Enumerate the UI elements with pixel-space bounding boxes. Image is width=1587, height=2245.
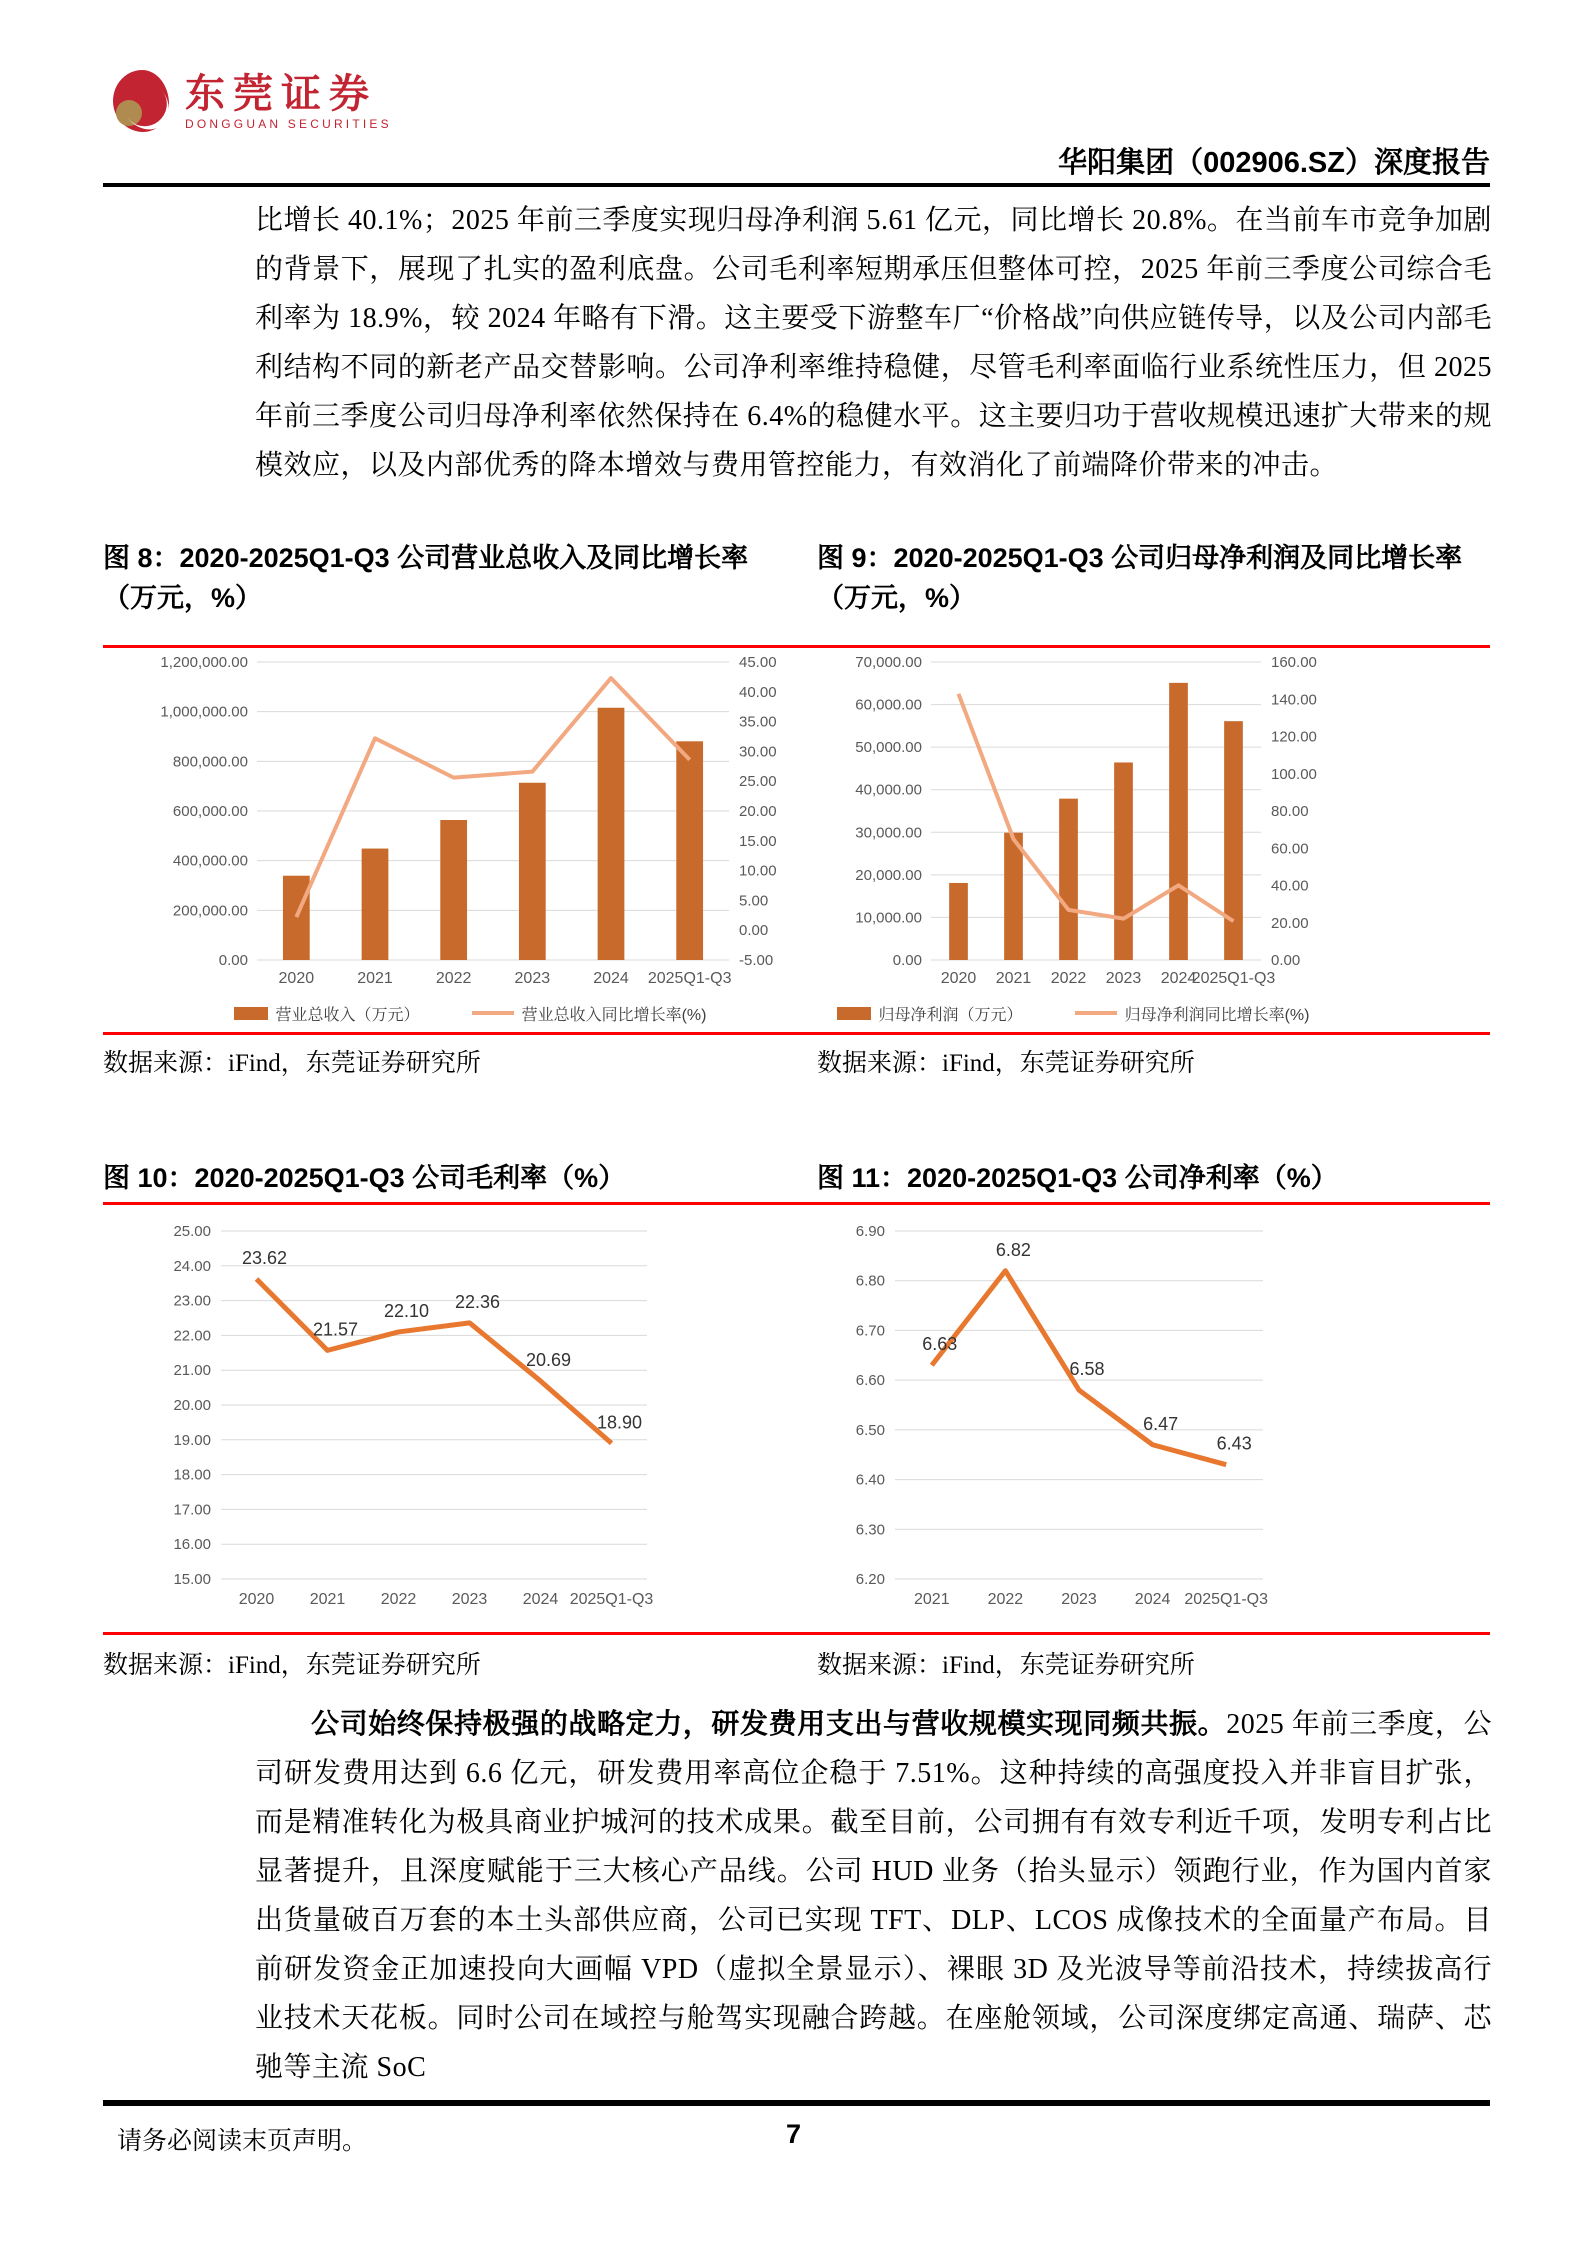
svg-text:10,000.00: 10,000.00 <box>855 909 922 927</box>
report-header-title: 华阳集团（002906.SZ）深度报告 <box>1058 147 1490 179</box>
paragraph-2-bold-lead: 公司始终保持极强的战略定力，研发费用支出与营收规模实现同频共振。 <box>311 1709 1227 1740</box>
figure-10-source: 数据来源：iFind，东莞证券研究所 <box>103 1652 481 1679</box>
gross-margin-chart <box>143 1219 675 1615</box>
logo-mark-icon <box>113 70 171 134</box>
svg-text:2023: 2023 <box>451 1591 488 1608</box>
legend-item-bar: 归母净利润（万元） <box>837 1002 1023 1025</box>
logo-name-cn: 东莞证券 <box>185 71 377 116</box>
legend-item-line: 归母净利润同比增长率(%) <box>1075 1002 1310 1025</box>
svg-text:19.00: 19.00 <box>173 1431 211 1449</box>
svg-text:24.00: 24.00 <box>173 1257 211 1275</box>
svg-text:60,000.00: 60,000.00 <box>855 696 922 714</box>
svg-text:15.00: 15.00 <box>173 1571 211 1588</box>
svg-text:18.90: 18.90 <box>596 1412 643 1433</box>
svg-text:2025Q1-Q3: 2025Q1-Q3 <box>1191 970 1276 987</box>
svg-text:17.00: 17.00 <box>173 1501 211 1519</box>
figure-row-1-sources <box>103 1043 1490 1079</box>
figure-row-1-charts <box>103 645 1490 1035</box>
svg-text:6.58: 6.58 <box>1069 1359 1105 1380</box>
logo-name-en: DONGGUAN SECURITIES <box>185 117 392 131</box>
figure-11-title: 图 11：2020-2025Q1-Q3 公司净利率（%） <box>817 1163 1338 1193</box>
svg-text:6.30: 6.30 <box>855 1521 885 1539</box>
svg-text:20,000.00: 20,000.00 <box>855 866 922 884</box>
figure-row-2-titles <box>103 1158 1490 1198</box>
body-paragraph-1: 比增长 40.1%；2025 年前三季度实现归母净利润 5.61 亿元，同比增长 20.8%。在当前车市竞争加剧的背景下，展现了扎实的盈利底盘。公司毛利率短期承压但整体可控，2025 年前三季度公司综合毛利率为 18.9%，较 2024 年略有下滑。这主要受下游整车厂“价格战”向供应链传导，以及公司内部毛利结构不同的新老产品交替影响。公司净利率维持稳健，尽管毛利率面临行业系统性压力，但 2025 年前三季度公司归母净利率依然保持在 6.4%的稳健水平。这主要归功于营收规模迅速扩大带来的规模效应，以及内部优秀的降本增效与费用管控能力，有效消化了前端降价带来的冲击。 <box>255 205 1492 481</box>
svg-text:120.00: 120.00 <box>1271 728 1317 746</box>
svg-text:200,000.00: 200,000.00 <box>172 902 248 920</box>
figure-row-2-charts <box>103 1202 1490 1635</box>
svg-text:-5.00: -5.00 <box>739 952 774 969</box>
svg-text:50,000.00: 50,000.00 <box>855 739 922 757</box>
net-margin-chart <box>817 1219 1291 1615</box>
figure-8-title: 图 8：2020-2025Q1-Q3 公司营业总收入及同比增长率（万元，%） <box>103 543 749 613</box>
svg-text:60.00: 60.00 <box>1271 840 1309 858</box>
svg-text:600,000.00: 600,000.00 <box>172 803 248 820</box>
svg-text:2025Q1-Q3: 2025Q1-Q3 <box>647 970 732 987</box>
revenue-and-growth-chart <box>145 654 795 1026</box>
svg-text:20.00: 20.00 <box>1271 914 1309 932</box>
svg-text:22.10: 22.10 <box>383 1300 430 1321</box>
svg-text:6.60: 6.60 <box>855 1372 885 1390</box>
svg-text:2022: 2022 <box>987 1591 1024 1608</box>
svg-text:35.00: 35.00 <box>739 713 777 731</box>
chart-legend <box>819 995 1327 1031</box>
svg-text:6.40: 6.40 <box>855 1471 885 1489</box>
figure-9-source: 数据来源：iFind，东莞证券研究所 <box>817 1050 1195 1077</box>
logo-text <box>185 73 392 131</box>
svg-text:2025Q1-Q3: 2025Q1-Q3 <box>569 1591 654 1608</box>
svg-text:1,000,000.00: 1,000,000.00 <box>160 703 248 721</box>
svg-text:2021: 2021 <box>357 970 393 987</box>
svg-text:160.00: 160.00 <box>1271 654 1317 671</box>
footer-rule <box>103 2100 1490 2106</box>
svg-text:2020: 2020 <box>940 970 977 987</box>
svg-text:6.82: 6.82 <box>995 1239 1031 1260</box>
figure-8-source: 数据来源：iFind，东莞证券研究所 <box>103 1050 481 1077</box>
svg-text:5.00: 5.00 <box>739 892 769 910</box>
svg-text:6.47: 6.47 <box>1143 1413 1179 1434</box>
svg-text:2020: 2020 <box>278 970 315 987</box>
figure-9-title: 图 9：2020-2025Q1-Q3 公司归母净利润及同比增长率（万元，%） <box>817 543 1463 613</box>
svg-text:2022: 2022 <box>435 970 472 987</box>
svg-text:2023: 2023 <box>1061 1591 1097 1608</box>
svg-text:18.00: 18.00 <box>173 1466 211 1484</box>
svg-text:20.00: 20.00 <box>739 803 777 820</box>
svg-text:2024: 2024 <box>1160 970 1197 987</box>
figure-row-2-sources <box>103 1645 1490 1681</box>
svg-text:2023: 2023 <box>514 970 551 987</box>
svg-text:2024: 2024 <box>593 970 629 987</box>
figure-11-source: 数据来源：iFind，东莞证券研究所 <box>817 1652 1195 1679</box>
line-swatch-icon <box>472 1011 514 1015</box>
legend-item-line: 营业总收入同比增长率(%) <box>472 1002 707 1025</box>
svg-text:23.62: 23.62 <box>241 1248 288 1269</box>
svg-text:2021: 2021 <box>309 1591 346 1608</box>
svg-text:30.00: 30.00 <box>739 743 777 761</box>
svg-text:25.00: 25.00 <box>173 1223 211 1240</box>
svg-text:140.00: 140.00 <box>1271 691 1317 709</box>
body-paragraph-2 <box>255 1700 1492 2092</box>
chart-legend <box>145 995 795 1031</box>
svg-text:25.00: 25.00 <box>739 773 777 791</box>
header-rule <box>103 183 1490 187</box>
net-profit-and-growth-chart <box>819 654 1327 1026</box>
page-number: 7 <box>785 2119 802 2149</box>
svg-text:22.00: 22.00 <box>173 1327 211 1345</box>
svg-text:2024: 2024 <box>522 1591 559 1608</box>
svg-text:6.20: 6.20 <box>855 1571 885 1588</box>
svg-text:2025Q1-Q3: 2025Q1-Q3 <box>1184 1591 1269 1608</box>
svg-text:2021: 2021 <box>995 970 1032 987</box>
legend-item-bar: 营业总收入（万元） <box>234 1002 420 1025</box>
svg-text:40.00: 40.00 <box>739 683 777 701</box>
svg-text:20.69: 20.69 <box>525 1349 572 1370</box>
svg-text:6.90: 6.90 <box>855 1223 885 1240</box>
svg-text:100.00: 100.00 <box>1271 765 1317 783</box>
svg-text:10.00: 10.00 <box>739 862 777 880</box>
svg-text:80.00: 80.00 <box>1271 803 1309 820</box>
svg-text:21.57: 21.57 <box>312 1319 359 1340</box>
svg-text:2020: 2020 <box>238 1591 275 1608</box>
svg-text:2022: 2022 <box>1050 970 1087 987</box>
svg-text:22.36: 22.36 <box>454 1291 501 1312</box>
bar-swatch-icon <box>234 1007 268 1020</box>
svg-text:20.00: 20.00 <box>173 1397 211 1414</box>
svg-text:70,000.00: 70,000.00 <box>855 654 922 671</box>
svg-text:0.00: 0.00 <box>892 952 922 969</box>
svg-text:30,000.00: 30,000.00 <box>855 824 922 842</box>
svg-text:400,000.00: 400,000.00 <box>172 852 248 870</box>
svg-text:6.43: 6.43 <box>1216 1433 1252 1454</box>
line-swatch-icon <box>1075 1011 1117 1015</box>
svg-text:21.00: 21.00 <box>173 1362 211 1380</box>
dongguan-securities-logo <box>113 70 392 134</box>
svg-text:6.63: 6.63 <box>922 1334 958 1355</box>
svg-text:40,000.00: 40,000.00 <box>855 781 922 799</box>
svg-text:45.00: 45.00 <box>739 654 777 671</box>
svg-text:0.00: 0.00 <box>1271 952 1301 969</box>
footer-disclaimer: 请务必阅读末页声明。 <box>117 2128 368 2155</box>
svg-text:2024: 2024 <box>1134 1591 1171 1608</box>
svg-text:16.00: 16.00 <box>173 1536 211 1554</box>
svg-text:40.00: 40.00 <box>1271 877 1309 895</box>
svg-text:6.70: 6.70 <box>855 1322 885 1340</box>
figure-10-title: 图 10：2020-2025Q1-Q3 公司毛利率（%） <box>103 1163 626 1193</box>
svg-text:1,200,000.00: 1,200,000.00 <box>160 654 248 671</box>
svg-text:6.50: 6.50 <box>855 1421 885 1439</box>
svg-text:23.00: 23.00 <box>173 1292 211 1310</box>
svg-text:0.00: 0.00 <box>218 952 248 969</box>
svg-text:2021: 2021 <box>914 1591 950 1608</box>
paragraph-2-rest: 2025 年前三季度，公司研发费用达到 6.6 亿元，研发费用率高位企稳于 7.51%。这种持续的高强度投入并非盲目扩张，而是精准转化为极具商业护城河的技术成果。截至目前，公司拥有有效专利近千项，发明专利占比显著提升，且深度赋能于三大核心产品线。公司 HUD 业务（抬头显示）领跑行业，作为国内首家出货量破百万套的本土头部供应商，公司已实现 TFT、DLP、LCOS 成像技术的全面量产布局。目前研发资金正加速投向大画幅 VPD（虚拟全景显示）、裸眼 3D 及光波导等前沿技术，持续拔高行业技术天花板。同时公司在域控与舱驾实现融合跨越。在座舱领域，公司深度绑定高通、瑞萨、芯驰等主流 SoC <box>255 1709 1492 2083</box>
figure-row-1-titles <box>103 538 1490 618</box>
svg-text:2022: 2022 <box>380 1591 417 1608</box>
svg-text:2023: 2023 <box>1105 970 1142 987</box>
svg-text:6.80: 6.80 <box>855 1272 885 1290</box>
svg-text:800,000.00: 800,000.00 <box>172 753 248 771</box>
bar-swatch-icon <box>837 1007 871 1020</box>
svg-text:15.00: 15.00 <box>739 832 777 850</box>
svg-text:0.00: 0.00 <box>739 922 769 940</box>
